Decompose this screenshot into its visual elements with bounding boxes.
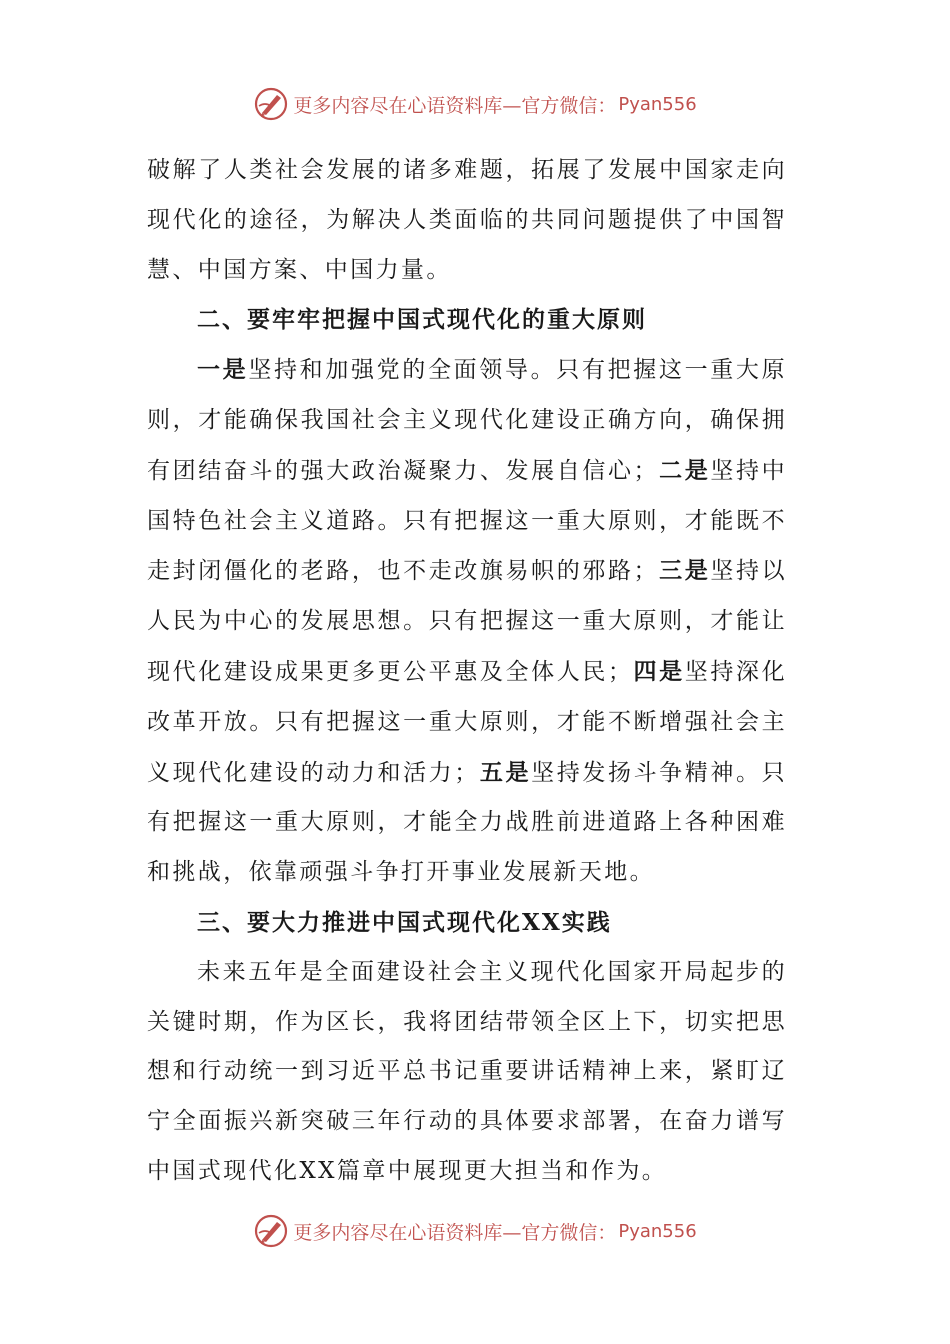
lead-4: 四是 <box>633 657 685 685</box>
paragraph-principles <box>147 345 787 898</box>
lead-5: 五是 <box>479 758 532 786</box>
banner-wechat-id: Pyan556 <box>618 1220 697 1242</box>
paragraph-practice: 未来五年是全面建设社会主义现代化国家开局起步的关键时期，作为区长，我将团结带领全区上下，切实把思想和行动统一到习近平总书记重要讲话精神上来，紧盯辽宁全面振兴新突破三年行动的具体要求部署，在奋力谱写中国式现代化XX篇章中展现更大担当和作为。 <box>147 958 787 1184</box>
lead-2: 二是 <box>658 456 711 484</box>
footer-banner <box>0 1211 950 1251</box>
banner-wechat-id: Pyan556 <box>618 93 697 115</box>
pen-logo-icon <box>253 1213 289 1249</box>
principle-3: 坚持以人民为中心的发展思想。只有把握这一重大原则，才能让现代化建设成果更多更公平惠及全体人民； <box>147 558 788 685</box>
paragraph-intro: 破解了人类社会发展的诸多难题，拓展了发展中国家走向现代化的途径，为解决人类面临的共同问题提供了中国智慧、中国方案、中国力量。 <box>147 157 787 283</box>
section-heading-2: 二、要牢牢把握中国式现代化的重大原则 <box>197 306 647 334</box>
header-banner <box>0 84 950 124</box>
principle-2: 坚持中国特色社会主义道路。只有把握这一重大原则，才能既不走封闭僵化的老路，也不走改旗易帜的邪路； <box>147 457 788 585</box>
pen-logo-icon <box>253 86 289 122</box>
banner-text: 更多内容尽在心语资料库—官方微信： <box>293 1221 617 1244</box>
principle-1: 坚持和加强党的全面领导。只有把握这一重大原则，才能确保我国社会主义现代化建设正确方向，确保拥有团结奋斗的强大政治凝聚力、发展自信心； <box>147 357 787 484</box>
document-body <box>147 146 787 1197</box>
lead-3: 三是 <box>658 557 711 585</box>
principle-5: 坚持发扬斗争精神。只有把握这一重大原则，才能全力战胜前进道路上各种困难和挑战，依靠顽强斗争打开事业发展新天地。 <box>147 759 788 886</box>
principle-4: 坚持深化改革开放。只有把握这一重大原则，才能不断增强社会主义现代化建设的动力和活力； <box>147 658 787 786</box>
section-heading-3: 三、要大力推进中国式现代化XX实践 <box>197 908 612 936</box>
banner-text: 更多内容尽在心语资料库—官方微信： <box>293 94 617 117</box>
lead-1: 一是 <box>197 356 249 384</box>
